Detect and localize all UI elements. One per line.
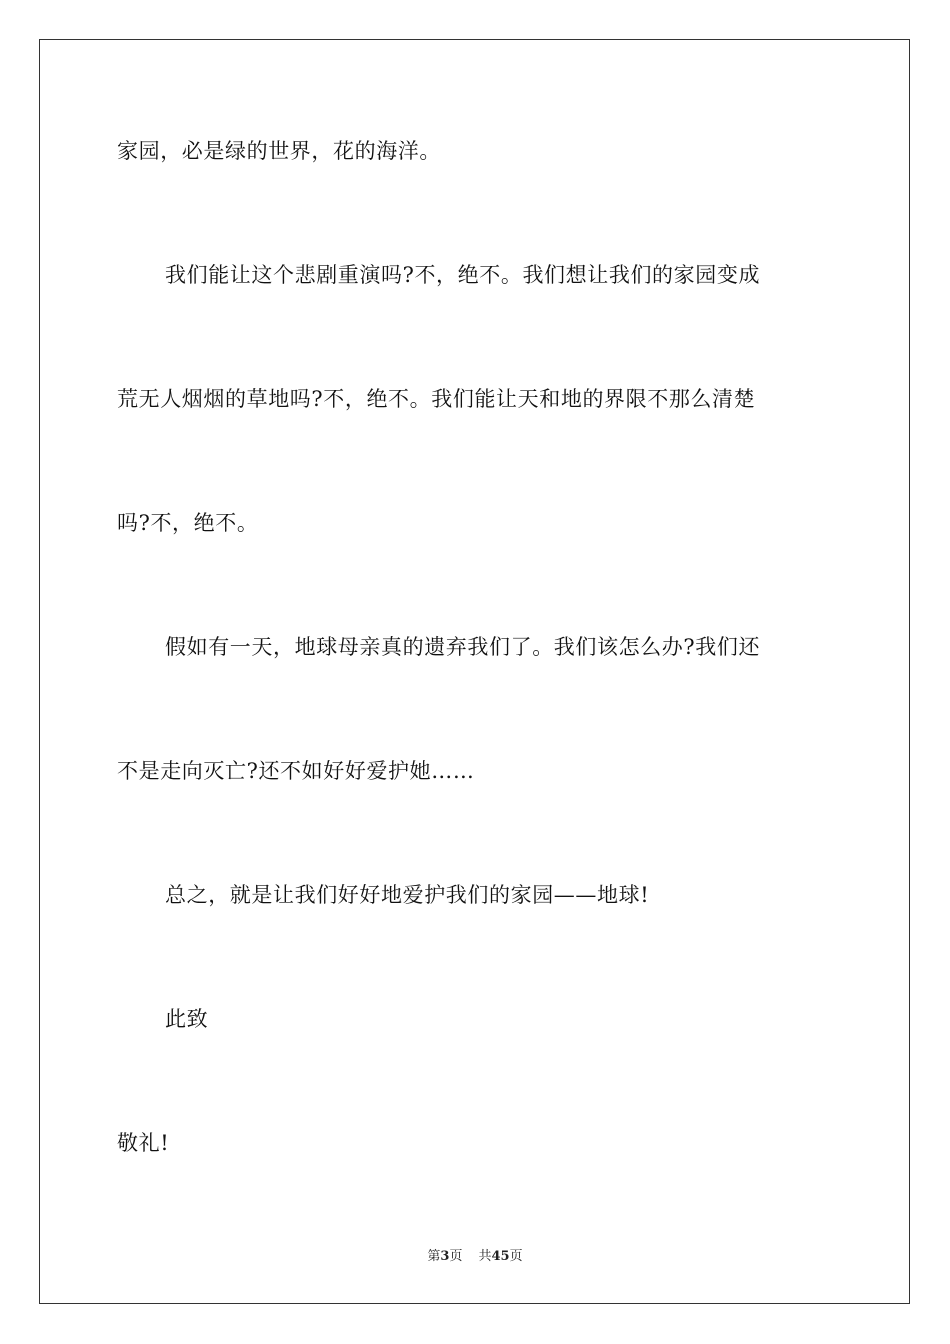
text-line-7: 总之，就是让我们好好地爱护我们的家园——地球! <box>165 883 650 907</box>
page-border <box>39 39 910 1304</box>
footer-total-prefix: 共 <box>478 1249 492 1264</box>
text-line-3: 荒无人烟烟的草地吗?不，绝不。我们能让天和地的界限不那么清楚 <box>117 387 756 411</box>
text-line-4: 吗?不，绝不。 <box>117 511 259 535</box>
footer-page-prefix: 第 <box>427 1249 441 1264</box>
text-line-9: 敬礼! <box>117 1131 170 1155</box>
text-line-1: 家园，必是绿的世界，花的海洋。 <box>117 139 441 163</box>
footer-page-current: 3 <box>440 1249 450 1264</box>
footer-page-total: 45 <box>491 1249 510 1264</box>
text-line-8: 此致 <box>165 1007 209 1031</box>
page-footer <box>0 1248 950 1266</box>
footer-total-suffix: 页 <box>509 1249 523 1264</box>
footer-page-suffix: 页 <box>449 1249 463 1264</box>
text-line-5: 假如有一天，地球母亲真的遗弃我们了。我们该怎么办?我们还 <box>165 635 761 659</box>
text-line-2: 我们能让这个悲剧重演吗?不，绝不。我们想让我们的家园变成 <box>165 263 761 287</box>
text-line-6: 不是走向灭亡?还不如好好爱护她…… <box>117 759 475 783</box>
